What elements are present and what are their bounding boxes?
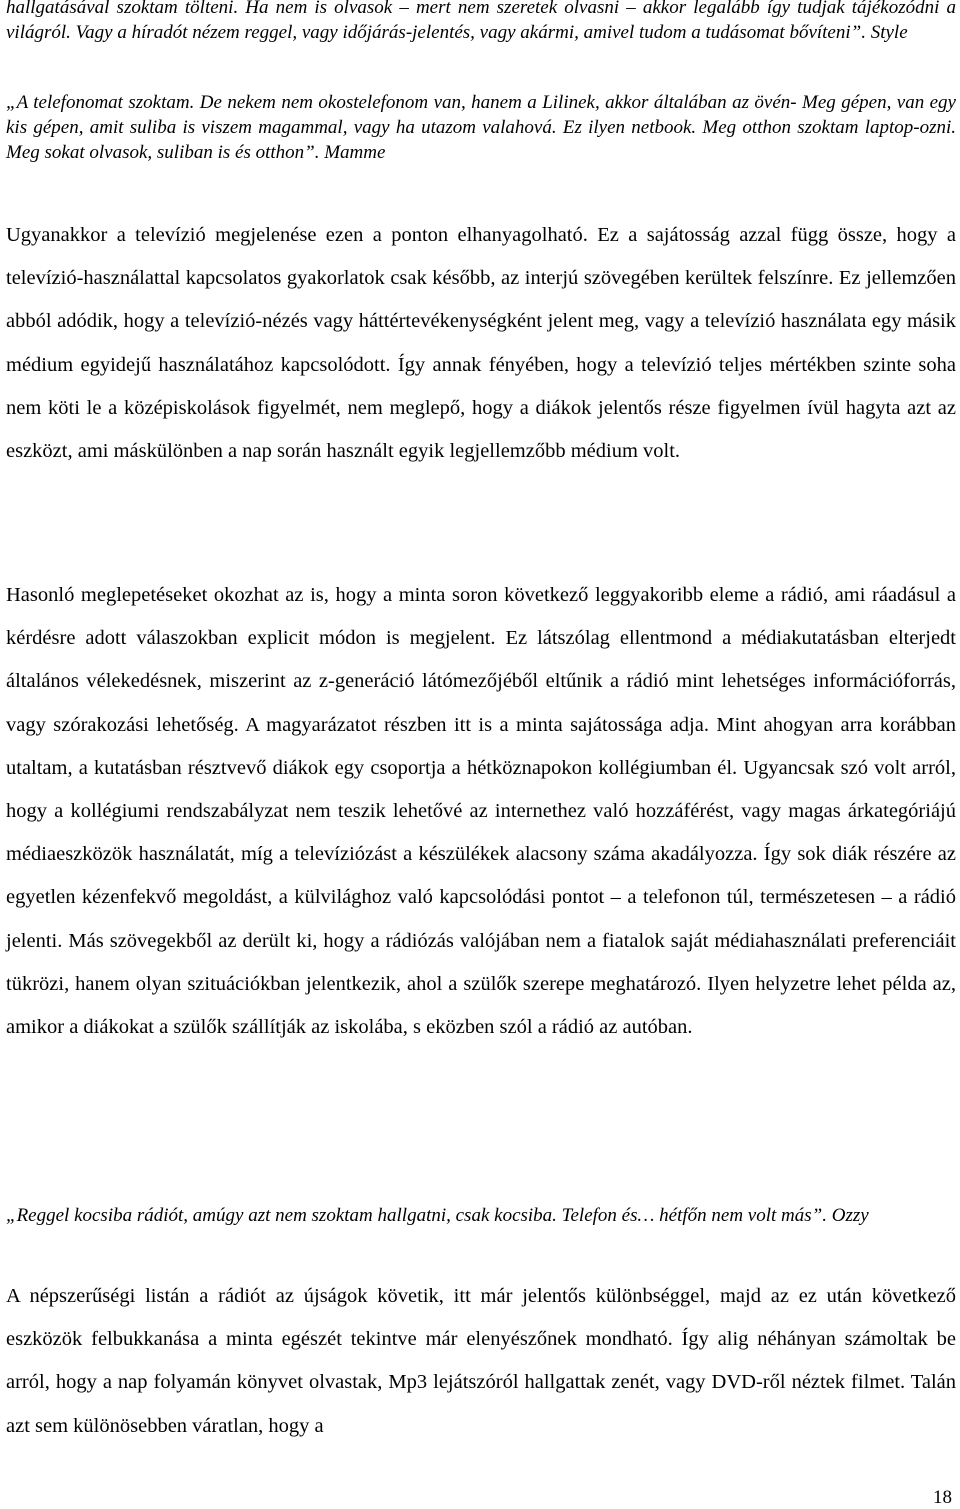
- interview-quote-radio: [6, 1203, 956, 1228]
- quote-text: hallgatásával szoktam tölteni. Ha nem is olvasok – mert nem szeretek olvasni – akkor legalább így tudjak tájékozódni a világról. Vagy a híradót nézem reggel, vagy időjárás-jelentés, vagy akármi, amivel tudom a tudásomat bővíteni”.: [6, 0, 956, 43]
- quote-speaker: Style: [865, 22, 908, 43]
- paragraph-television: Ugyanakkor a televízió megjelenése ezen a ponton elhanyagolható. Ez a sajátosság azzal függ össze, hogy a televízió-használattal kapcsolatos gyakorlatok csak később, az interjú szövegében kerültek felszínre. Ez jellemzően abból adódik, hogy a televízió-nézés vagy háttértevékenységként jelent meg, vagy a televízió használata egy másik médium egyidejű használatához kapcsolódott. Így annak fényében, hogy a televízió teljes mértékben szinte soha nem köti le a középiskolások figyelmét, nem meglepő, hogy a diákok jelentős része figyelmen ívül hagyta azt az eszközt, ami máskülönben a nap során használt egyik legjellemzőbb médium volt.: [6, 224, 956, 463]
- page-number: 18: [933, 1487, 952, 1508]
- quote-text: „A telefonomat szoktam. De nekem nem okostelefonom van, hanem a Lilinek, akkor általában az övén- Meg gépen, van egy kis gépen, amit suliba is viszem magammal, vagy ha utazom valahová. Ez ilyen netbook. Meg otthon szoktam laptop-ozni. Meg sokat olvasok, suliban is és otthon”.: [6, 92, 956, 163]
- quote-speaker: Ozzy: [826, 1205, 869, 1226]
- quote-speaker: Mamme: [319, 142, 386, 163]
- paragraph-popularity-list: A népszerűségi listán a rádiót az újságok követik, itt már jelentős különbséggel, majd az ez után következő eszközök felbukkanása a minta egészét tekintve már elenyészőnek mondható. Így alig néhányan számoltak be arról, hogy a nap folyamán könyvet olvastak, Mp3 lejátszóról hallgattak zenét, vagy DVD-ről néztek filmet. Talán azt sem különösebben váratlan, hogy a: [6, 1285, 956, 1437]
- paragraph-radio: Hasonló meglepetéseket okozhat az is, hogy a minta soron következő leggyakoribb eleme a rádió, ami ráadásul a kérdésre adott válaszokban explicit módon is megjelent. Ez látszólag ellentmond a médiakutatásban elterjedt általános vélekedésnek, miszerint az z-generáció látómezőjéből eltűnik a rádió mint lehetséges információforrás, vagy szórakozási lehetőség. A magyarázatot részben itt is a minta sajátossága adja. Mint ahogyan arra korábban utaltam, a kutatásban résztvevő diákok egy csoportja a hétköznapokon kollégiumban él. Ugyancsak szó volt arról, hogy a kollégiumi rendszabályzat nem teszik lehetővé az internethez való hozzáférést, vagy magas árkategóriájú médiaeszközök használatát, míg a televíziózást a készülékek alacsony száma akadályozza. Így sok diák részére az egyetlen kézenfekvő megoldást, a külvilághoz való kapcsolódási pontot – a telefonon túl, természetesen – a rádió jelenti. Más szövegekből az derült ki, hogy a rádiózás valójában nem a fiatalok saját médiahasználati preferenciáit tükrözi, hanem olyan szituációkban jelentkezik, ahol a szülők szerepe meghatározó. Ilyen helyzetre lehet példa az, amikor a diákokat a szülők szállítják az iskolába, s eközben szól a rádió az autóban.: [6, 584, 956, 1039]
- interview-quote-top: [6, 0, 956, 45]
- quote-text: „Reggel kocsiba rádiót, amúgy azt nem szoktam hallgatni, csak kocsiba. Telefon és… hétfőn nem volt más”.: [6, 1205, 827, 1226]
- interview-quote-phone: [6, 90, 956, 165]
